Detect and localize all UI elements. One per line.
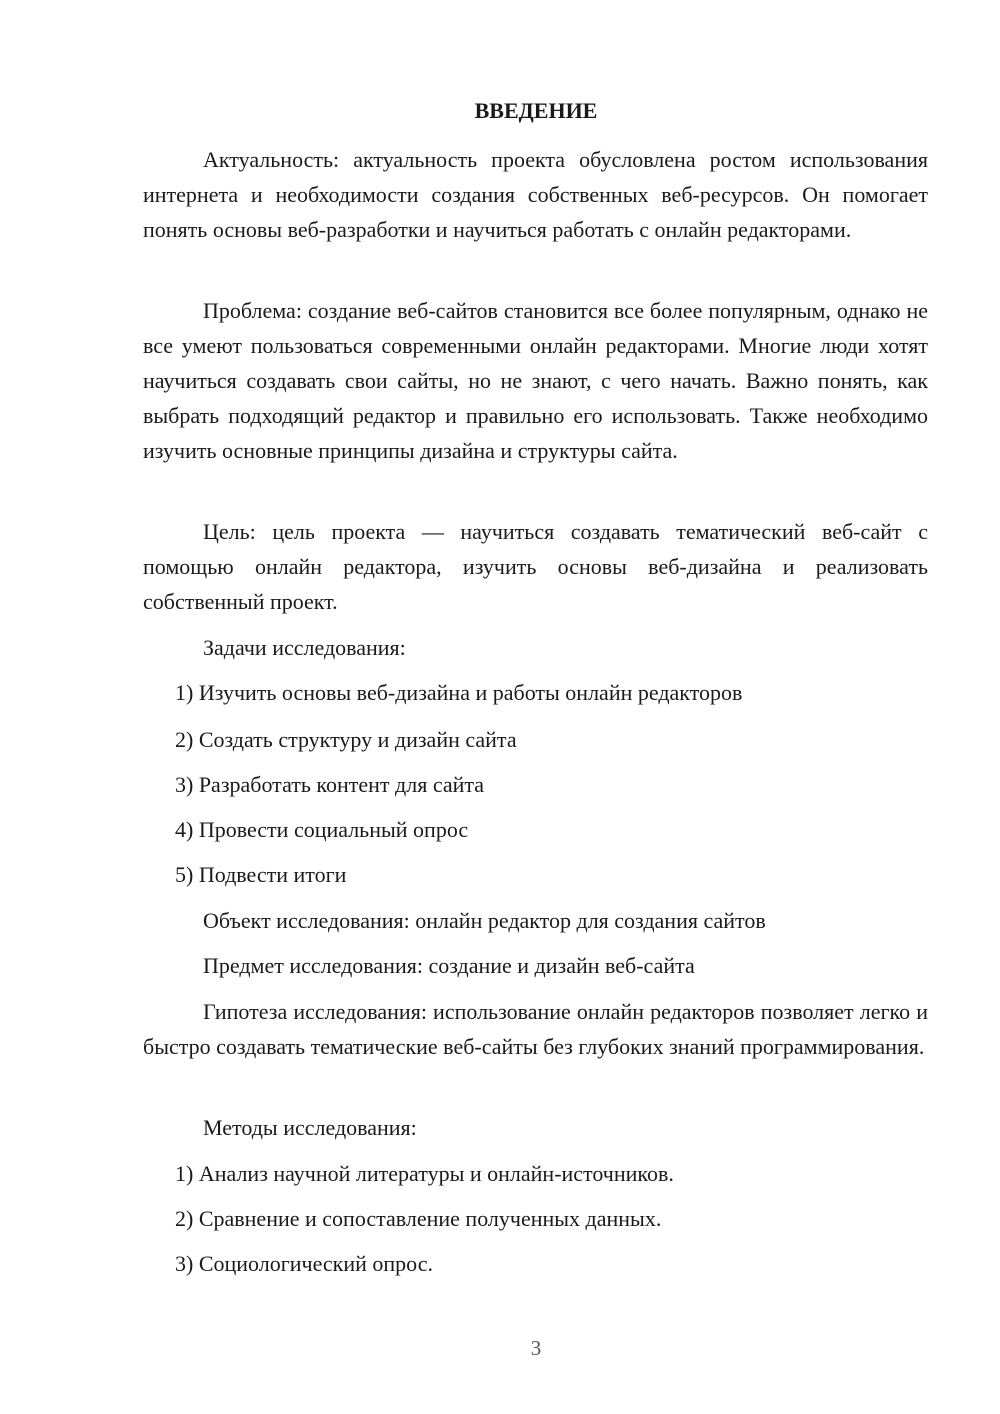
task-item: 2) Создать структуру и дизайн сайта [175,727,517,752]
methods-heading: Методы исследования: [203,1115,417,1140]
task-item: 3) Разработать контент для сайта [175,772,485,797]
tasks-heading: Задачи исследования: [203,635,406,660]
page-title: ВВЕДЕНИЕ [474,98,598,123]
method-item: 3) Социологический опрос. [175,1251,433,1276]
goal-paragraph: Цель: цель проекта — научиться создавать тематический веб-сайт с помощью онлайн редактора, изучить основы веб-дизайна и реализовать собственный проект. [143,519,928,614]
relevance-paragraph: Актуальность: актуальность проекта обусловлена ростом использования интернета и необходимости создания собственных веб-ресурсов. Он помогает понять основы веб-разработки и научиться работать с онлайн редакторами. [143,147,928,242]
page-number: 3 [530,1336,542,1360]
method-item: 2) Сравнение и сопоставление полученных данных. [175,1206,662,1231]
hypothesis-paragraph: Гипотеза исследования: использование онлайн редакторов позволяет легко и быстро создавать тематические веб-сайты без глубоких знаний программирования. [143,999,928,1059]
method-item: 1) Анализ научной литературы и онлайн-источников. [175,1161,674,1186]
object-line: Объект исследования: онлайн редактор для создания сайтов [203,908,766,933]
task-item: 4) Провести социальный опрос [175,817,469,842]
task-item: 1) Изучить основы веб-дизайна и работы онлайн редакторов [175,680,743,705]
task-item: 5) Подвести итоги [175,862,347,887]
problem-paragraph: Проблема: создание веб-сайтов становится все более популярным, однако не все умеют пользоваться современными онлайн редакторами. Многие люди хотят научиться создавать свои сайты, но не знают, с чего начать. Важно понять, как выбрать подходящий редактор и правильно его использовать. Также необходимо изучить основные принципы дизайна и структуры сайта. [143,298,928,463]
subject-line: Предмет исследования: создание и дизайн веб-сайта [203,953,695,978]
